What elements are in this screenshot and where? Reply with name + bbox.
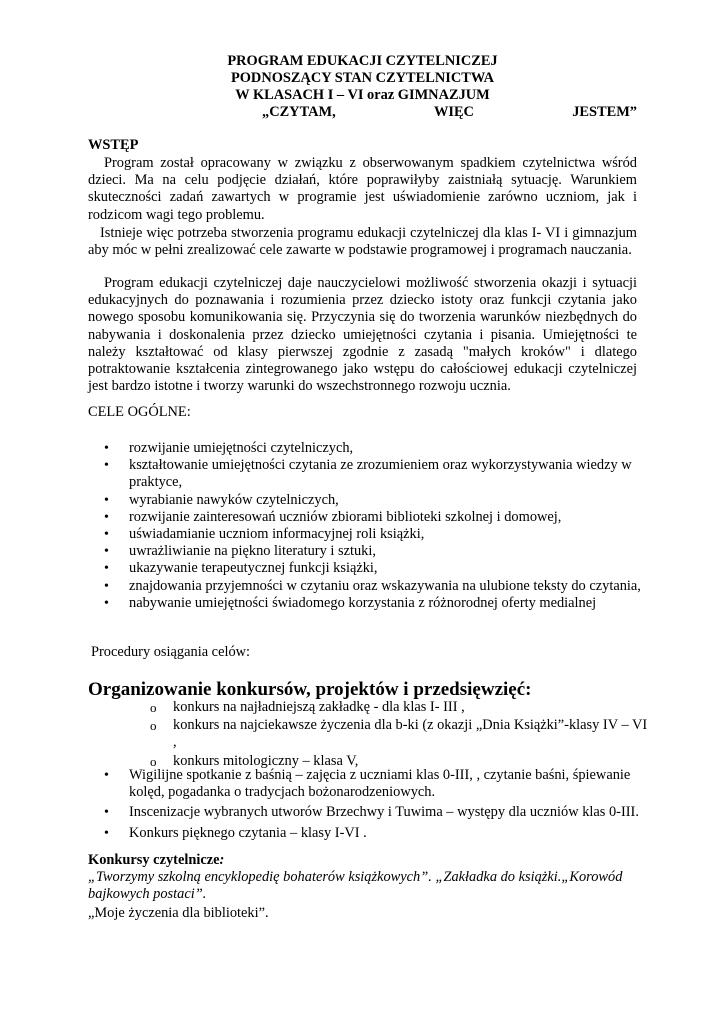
goal-item: • rozwijanie umiejętności czytelniczych, <box>101 440 641 457</box>
title-line-3: W KLASACH I – VI oraz GIMNAZJUM <box>235 87 490 103</box>
procedures-label: Procedury osiągania celów: <box>91 644 251 660</box>
contests-colon: : <box>219 852 225 868</box>
title-line-1: PROGRAM EDUKACJI CZYTELNICZEJ <box>227 53 498 69</box>
contests-label: Konkursy czytelnicze <box>88 852 220 868</box>
contest-sub-list <box>148 699 648 771</box>
activity-item: • Wigilijne spotkanie z baśnią – zajęcia z uczniami klas 0-III, , czytanie baśni, śpiewanie kolęd, pogadanka o tradycjach bożonarodzeniowych. <box>101 767 641 801</box>
title-word-wiec: WIĘC <box>433 104 474 120</box>
contests-heading <box>88 852 224 869</box>
title-line-4 <box>262 104 637 121</box>
activity-item: • Konkurs pięknego czytania – klasy I-VI . <box>101 825 641 842</box>
procedures-heading: Organizowanie konkursów, projektów i przedsięwzięć: <box>88 679 532 700</box>
goal-item: • ukazywanie terapeutycznej funkcji książki, <box>101 560 641 577</box>
goals-list <box>101 440 641 612</box>
title-word-jestem: JESTEM” <box>572 104 637 120</box>
intro-paragraph-3: Program edukacji czytelniczej daje nauczycielowi możliwość stworzenia okazji i sytuacji edukacyjnych do poznawania i rozumienia przez dziecko istoty oraz funkcji czytania jako nowego sposobu komunikowania się. Przyczynia się do tworzenia warunków niezbędnych do nabywania i doskonalenia przez dziecko umiejętności czytania i pisania. Umiejętności te należy kształtować od klasy pierwszej zgodnie z zasadą "małych kroków" i dlatego potraktowanie kształcenia zintegrowanego jako wstępu do całościowej edukacji czytelniczej jest bardzo istotne i tworzy warunki do wszechstronnego rozwoju ucznia. <box>88 275 637 395</box>
goal-item: • wyrabianie nawyków czytelniczych, <box>101 492 641 509</box>
goal-item: • kształtowanie umiejętności czytania ze zrozumieniem oraz wykorzystywania wiedzy w praktyce, <box>101 457 641 491</box>
title-line-2: PODNOSZĄCY STAN CZYTELNICTWA <box>230 70 495 86</box>
contest-sub-item: o konkurs mitologiczny – klasa V, <box>148 753 648 770</box>
intro-paragraph-1: Program został opracowany w związku z obserwowanym spadkiem czytelnictwa wśród dzieci. Ma na celu podjęcie działań, które poprawiłyby zaistniałą sytuację. Warunkiem skuteczności zadań zawartych w programie jest uświadomienie zarówno uczniom, jak i rodzicom wagi tego problemu. <box>88 155 637 223</box>
goal-item: • uświadamianie uczniom informacyjnej roli książki, <box>101 526 641 543</box>
contests-line-2: „Moje życzenia dla biblioteki”. <box>88 905 269 921</box>
contest-sub-item: o konkurs na najciekawsze życzenia dla b-ki (z okazji „Dnia Książki”-klasy IV – VI , <box>148 717 648 751</box>
goals-heading: CELE OGÓLNE: <box>88 404 191 420</box>
title-word-czytam: „CZYTAM, <box>262 104 336 120</box>
goal-item: • nabywanie umiejętności świadomego korzystania z różnorodnej oferty medialnej <box>101 595 641 612</box>
goal-item: • rozwijanie zainteresowań uczniów zbiorami biblioteki szkolnej i domowej, <box>101 509 641 526</box>
goal-item: • uwrażliwianie na piękno literatury i sztuki, <box>101 543 641 560</box>
activity-item: • Inscenizacje wybranych utworów Brzechwy i Tuwima – występy dla uczniów klas 0-III. <box>101 804 641 821</box>
intro-paragraph-2: Istnieje więc potrzeba stworzenia programu edukacji czytelniczej dla klas I- VI i gimnazjum aby móc w pełni zrealizować cele zawarte w podstawie programowej i programach nauczania. <box>88 225 637 259</box>
contest-sub-item: o konkurs na najładniejszą zakładkę - dla klas I- III , <box>148 699 648 716</box>
goal-item: • znajdowania przyjemności w czytaniu oraz wskazywania na ulubione teksty do czytania, <box>101 578 641 595</box>
contests-line-1: „Tworzymy szkolną encyklopedię bohaterów książkowych”. „Zakładka do książki.„Korowód bajkowych postaci”. <box>88 869 623 903</box>
intro-heading: WSTĘP <box>88 137 139 153</box>
activities-list <box>101 767 641 842</box>
